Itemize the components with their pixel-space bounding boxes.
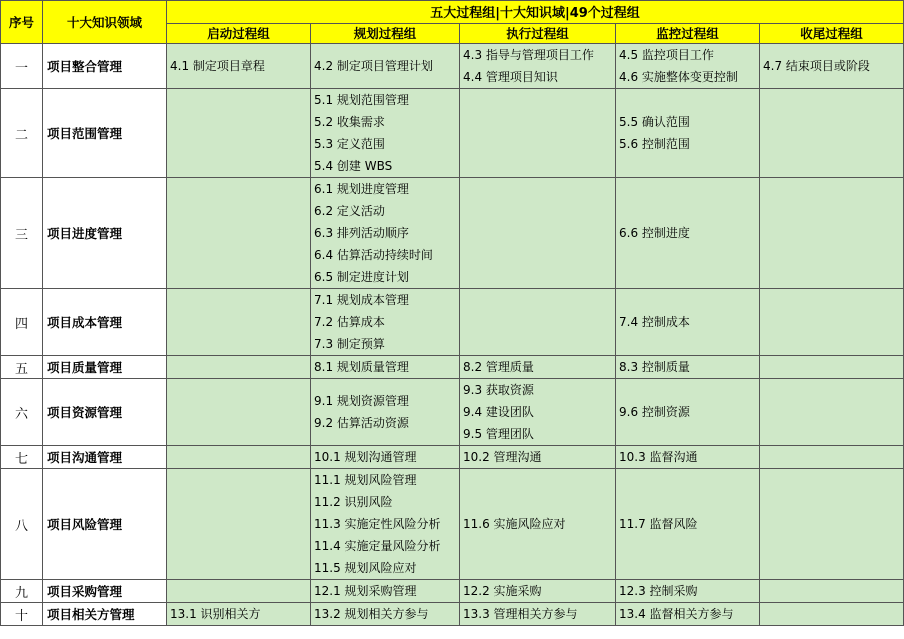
header-index: 序号	[1, 1, 43, 44]
table-row	[1, 469, 904, 580]
row-knowledge-area: 项目资源管理	[43, 379, 167, 446]
row-knowledge-area: 项目进度管理	[43, 178, 167, 289]
table-row	[1, 379, 904, 446]
process-item: 9.2 估算活动资源	[314, 416, 409, 430]
process-item: 8.3 控制质量	[619, 360, 690, 374]
cell-initiating	[167, 356, 311, 379]
process-item: 7.2 估算成本	[314, 315, 385, 329]
process-item: 9.4 建设团队	[463, 405, 534, 419]
process-item: 5.1 规划范围管理	[314, 93, 409, 107]
process-item: 4.6 实施整体变更控制	[619, 70, 738, 84]
cell-planning	[311, 469, 460, 580]
cell-monitoring	[616, 580, 760, 603]
process-item: 4.4 管理项目知识	[463, 70, 558, 84]
process-item: 10.1 规划沟通管理	[314, 450, 417, 464]
cell-initiating	[167, 580, 311, 603]
cell-planning	[311, 356, 460, 379]
cell-planning	[311, 44, 460, 89]
cell-executing	[460, 379, 616, 446]
row-index: 八	[1, 469, 43, 580]
header-group-initiating: 启动过程组	[167, 23, 311, 43]
header-knowledge-area: 十大知识领域	[43, 1, 167, 44]
cell-monitoring	[616, 89, 760, 178]
cell-initiating	[167, 446, 311, 469]
table-body	[1, 44, 904, 626]
row-knowledge-area: 项目采购管理	[43, 580, 167, 603]
process-item: 6.6 控制进度	[619, 226, 690, 240]
cell-executing	[460, 89, 616, 178]
process-item: 13.2 规划相关方参与	[314, 607, 429, 621]
row-index: 五	[1, 356, 43, 379]
header-group-executing: 执行过程组	[460, 23, 616, 43]
process-item: 11.2 识别风险	[314, 495, 393, 509]
cell-closing	[760, 289, 904, 356]
cell-planning	[311, 580, 460, 603]
process-item: 7.3 制定预算	[314, 337, 385, 351]
cell-monitoring	[616, 356, 760, 379]
cell-closing	[760, 356, 904, 379]
cell-executing	[460, 603, 616, 626]
cell-initiating	[167, 289, 311, 356]
cell-closing	[760, 379, 904, 446]
process-item: 9.3 获取资源	[463, 383, 534, 397]
cell-initiating	[167, 178, 311, 289]
cell-planning	[311, 446, 460, 469]
cell-closing	[760, 469, 904, 580]
table-row	[1, 356, 904, 379]
process-item: 4.2 制定项目管理计划	[314, 59, 433, 73]
table-row	[1, 44, 904, 89]
cell-planning	[311, 379, 460, 446]
row-index: 一	[1, 44, 43, 89]
process-item: 5.2 收集需求	[314, 115, 385, 129]
table-row	[1, 178, 904, 289]
table-row	[1, 446, 904, 469]
process-item: 11.7 监督风险	[619, 517, 698, 531]
row-index: 九	[1, 580, 43, 603]
cell-executing	[460, 446, 616, 469]
cell-executing	[460, 44, 616, 89]
table-row	[1, 580, 904, 603]
process-item: 4.7 结束项目或阶段	[763, 59, 870, 73]
process-item: 4.1 制定项目章程	[170, 59, 265, 73]
row-knowledge-area: 项目风险管理	[43, 469, 167, 580]
cell-monitoring	[616, 603, 760, 626]
row-index: 六	[1, 379, 43, 446]
cell-planning	[311, 289, 460, 356]
cell-closing	[760, 178, 904, 289]
cell-planning	[311, 603, 460, 626]
process-item: 13.3 管理相关方参与	[463, 607, 578, 621]
cell-closing	[760, 89, 904, 178]
process-item: 6.5 制定进度计划	[314, 270, 409, 284]
process-item: 5.3 定义范围	[314, 137, 385, 151]
cell-executing	[460, 580, 616, 603]
cell-executing	[460, 469, 616, 580]
cell-initiating	[167, 603, 311, 626]
table-row	[1, 89, 904, 178]
cell-monitoring	[616, 289, 760, 356]
cell-monitoring	[616, 446, 760, 469]
header-group-planning: 规划过程组	[311, 23, 460, 43]
row-knowledge-area: 项目相关方管理	[43, 603, 167, 626]
row-index: 七	[1, 446, 43, 469]
process-item: 10.3 监督沟通	[619, 450, 698, 464]
process-item: 13.1 识别相关方	[170, 607, 261, 621]
row-knowledge-area: 项目整合管理	[43, 44, 167, 89]
cell-planning	[311, 178, 460, 289]
cell-closing	[760, 603, 904, 626]
row-knowledge-area: 项目质量管理	[43, 356, 167, 379]
process-item: 9.1 规划资源管理	[314, 394, 409, 408]
process-item: 4.3 指导与管理项目工作	[463, 48, 594, 62]
process-item: 8.1 规划质量管理	[314, 360, 409, 374]
process-item: 8.2 管理质量	[463, 360, 534, 374]
process-item: 12.2 实施采购	[463, 584, 542, 598]
process-item: 12.1 规划采购管理	[314, 584, 417, 598]
cell-monitoring	[616, 44, 760, 89]
process-item: 4.5 监控项目工作	[619, 48, 714, 62]
process-item: 6.3 排列活动顺序	[314, 226, 409, 240]
table-row	[1, 603, 904, 626]
process-item: 11.3 实施定性风险分析	[314, 517, 441, 531]
process-item: 7.4 控制成本	[619, 315, 690, 329]
header-group-closing: 收尾过程组	[760, 23, 904, 43]
row-index: 十	[1, 603, 43, 626]
process-item: 6.1 规划进度管理	[314, 182, 409, 196]
cell-executing	[460, 178, 616, 289]
process-item: 6.2 定义活动	[314, 204, 385, 218]
row-knowledge-area: 项目成本管理	[43, 289, 167, 356]
cell-closing	[760, 44, 904, 89]
cell-initiating	[167, 44, 311, 89]
process-item: 5.6 控制范围	[619, 137, 690, 151]
cell-executing	[460, 289, 616, 356]
process-item: 11.4 实施定量风险分析	[314, 539, 441, 553]
process-item: 13.4 监督相关方参与	[619, 607, 734, 621]
cell-monitoring	[616, 379, 760, 446]
cell-monitoring	[616, 178, 760, 289]
cell-initiating	[167, 469, 311, 580]
process-item: 11.1 规划风险管理	[314, 473, 417, 487]
table-row	[1, 289, 904, 356]
cell-initiating	[167, 89, 311, 178]
row-knowledge-area: 项目沟通管理	[43, 446, 167, 469]
row-index: 三	[1, 178, 43, 289]
process-item: 9.5 管理团队	[463, 427, 534, 441]
process-item: 5.5 确认范围	[619, 115, 690, 129]
row-index: 二	[1, 89, 43, 178]
cell-monitoring	[616, 469, 760, 580]
process-item: 12.3 控制采购	[619, 584, 698, 598]
header-group-monitoring: 监控过程组	[616, 23, 760, 43]
cell-initiating	[167, 379, 311, 446]
row-index: 四	[1, 289, 43, 356]
process-item: 9.6 控制资源	[619, 405, 690, 419]
process-item: 11.5 规划风险应对	[314, 561, 417, 575]
cell-closing	[760, 446, 904, 469]
row-knowledge-area: 项目范围管理	[43, 89, 167, 178]
process-item: 5.4 创建 WBS	[314, 159, 393, 173]
process-item: 6.4 估算活动持续时间	[314, 248, 433, 262]
process-item: 10.2 管理沟通	[463, 450, 542, 464]
cell-executing	[460, 356, 616, 379]
cell-planning	[311, 89, 460, 178]
header-banner: 五大过程组|十大知识域|49个过程组	[167, 1, 904, 24]
process-item: 7.1 规划成本管理	[314, 293, 409, 307]
process-item: 11.6 实施风险应对	[463, 517, 566, 531]
cell-closing	[760, 580, 904, 603]
